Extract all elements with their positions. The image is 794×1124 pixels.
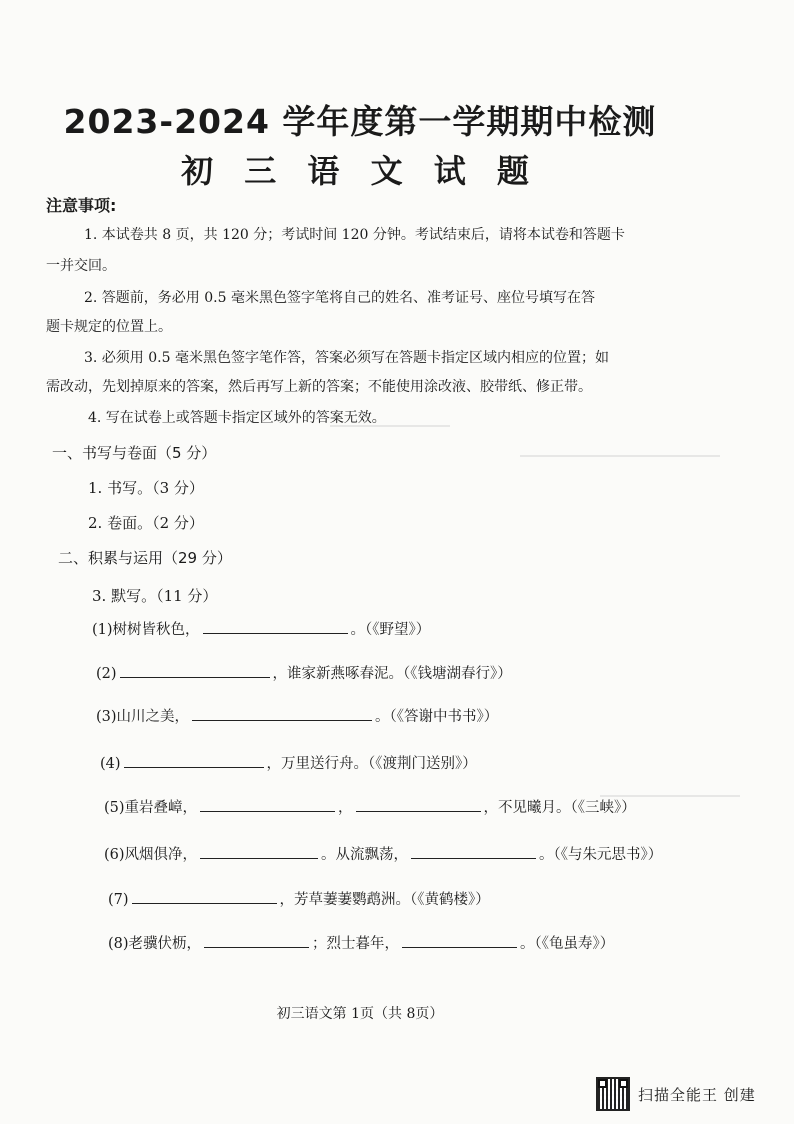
question-1: 1. 书写。（3 分） <box>88 479 204 497</box>
fill-text: 。（《答谢中书书》） <box>375 709 499 725</box>
fill-2 <box>96 662 512 683</box>
fill-text: 。（《龟虽寿》） <box>520 936 615 952</box>
exam-subtitle: 初 三 语 文 试 题 <box>181 152 539 190</box>
fill-8 <box>108 932 614 953</box>
fill-text: 。（《野望》） <box>350 622 431 638</box>
fill-text: 重岩叠嶂， <box>124 800 198 816</box>
fill-text: ，万里送行舟。（《渡荆门送别》） <box>266 756 477 772</box>
scanner-watermark <box>596 1077 756 1111</box>
section2-heading: 二、积累与运用（29 分） <box>58 549 232 567</box>
fill-3 <box>96 705 498 726</box>
answer-blank[interactable] <box>204 933 309 948</box>
fill-text: 。从流飘荡， <box>321 847 409 863</box>
fill-text: ，谁家新燕啄春泥。（《钱塘湖春行》） <box>272 666 512 682</box>
answer-blank[interactable] <box>356 797 481 812</box>
fill-number: (1) <box>92 622 113 638</box>
answer-blank[interactable] <box>192 706 372 721</box>
fill-number: (4) <box>100 756 121 772</box>
notice-item-4: 4. 写在试卷上或答题卡指定区域外的答案无效。 <box>88 410 386 426</box>
answer-blank[interactable] <box>200 797 335 812</box>
question-3: 3. 默写。（11 分） <box>92 587 218 605</box>
fill-text: 。（《与朱元思书》） <box>539 847 663 863</box>
answer-blank[interactable] <box>124 753 264 768</box>
fill-text: ， <box>338 800 353 816</box>
notice-item-1-line1: 1. 本试卷共 8 页，共 120 分；考试时间 120 分钟。考试结束后，请将本试卷和答题卡 <box>84 227 625 243</box>
question-2: 2. 卷面。（2 分） <box>88 514 204 532</box>
qr-code-icon <box>596 1077 630 1111</box>
section1-heading: 一、书写与卷面（5 分） <box>52 444 217 462</box>
fill-7 <box>108 888 490 909</box>
fill-5 <box>104 796 636 817</box>
fill-6 <box>104 843 662 864</box>
scan-noise <box>520 455 720 457</box>
answer-blank[interactable] <box>402 933 517 948</box>
answer-blank[interactable] <box>132 889 277 904</box>
notice-item-2-line2: 题卡规定的位置上。 <box>46 319 172 335</box>
answer-blank[interactable] <box>203 619 348 634</box>
fill-text: ，芳草萋萋鹦鹉洲。（《黄鹤楼》） <box>279 892 490 908</box>
fill-1 <box>92 618 430 639</box>
fill-4 <box>100 752 477 773</box>
notice-item-1-line2: 一并交回。 <box>46 258 116 274</box>
fill-text: ，不见曦月。（《三峡》） <box>483 800 636 816</box>
notice-item-3-line1: 3. 必须用 0.5 毫米黑色签字笔作答，答案必须写在答题卡指定区域内相应的位置；如 <box>84 350 609 366</box>
fill-text: 老骥伏枥， <box>128 936 202 952</box>
fill-number: (7) <box>108 892 129 908</box>
fill-number: (2) <box>96 666 117 682</box>
exam-title: 2023-2024 学年度第一学期期中检测 <box>63 102 657 141</box>
fill-number: (5) <box>104 800 125 816</box>
notice-item-2-line1: 2. 答题前，务必用 0.5 毫米黑色签字笔将自己的姓名、准考证号、座位号填写在答 <box>84 290 595 306</box>
page-footer: 初三语文第 1页（共 8页） <box>276 1006 444 1022</box>
fill-text: 山川之美， <box>116 709 190 725</box>
watermark-text: 扫描全能王 创建 <box>638 1085 756 1104</box>
fill-text: ；烈士暮年， <box>312 936 400 952</box>
fill-text: 风烟俱净， <box>124 847 198 863</box>
fill-number: (8) <box>108 936 129 952</box>
answer-blank[interactable] <box>411 844 536 859</box>
answer-blank[interactable] <box>120 663 270 678</box>
fill-text: 树树皆秋色， <box>112 622 200 638</box>
fill-number: (3) <box>96 709 117 725</box>
notice-heading: 注意事项: <box>46 196 117 215</box>
notice-item-3-line2: 需改动，先划掉原来的答案，然后再写上新的答案；不能使用涂改液、胶带纸、修正带。 <box>46 379 592 395</box>
fill-number: (6) <box>104 847 125 863</box>
answer-blank[interactable] <box>200 844 318 859</box>
